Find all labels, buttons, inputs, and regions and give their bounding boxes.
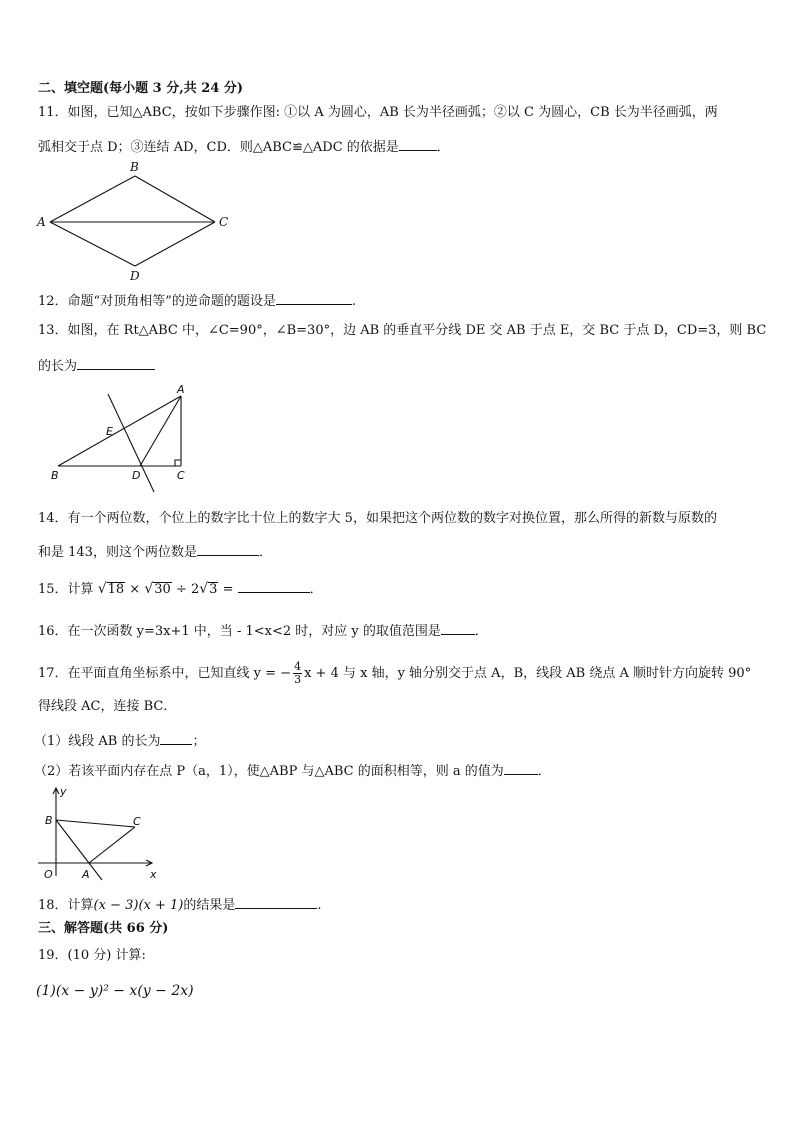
q15-radicand-3: 3: [209, 582, 218, 597]
q19-part1: (1)(x − y)² − x(y − 2x): [36, 983, 194, 999]
q17-sub1-text: （1）线段 AB 的长为: [34, 734, 161, 749]
q17-sub1-end: ；: [192, 734, 206, 749]
q19-title: 19．(10 分) 计算:: [38, 948, 146, 963]
q12-text: 12．命题“对顶角相等”的逆命题的题设是: [38, 294, 276, 309]
q13-label-a: A: [177, 383, 185, 396]
q16-text: 16．在一次函数 y=3x+1 中，当 - 1<x<2 时，对应 y 的取值范围是: [38, 624, 441, 639]
q17-label-a: A: [82, 868, 90, 881]
q15-divide: ÷ 2: [175, 582, 200, 597]
q17-sub2-text: （2）若该平面内存在点 P（a，1），使△ABP 与△ABC 的面积相等，则 a 的值为: [34, 764, 504, 779]
q17-sub1-answer-blank[interactable]: [160, 730, 192, 745]
q13-label-e: E: [106, 425, 113, 438]
q16-text-line: [38, 620, 488, 641]
q17-sub1-line: [34, 730, 206, 751]
q11-text: 弧相交于点 D；③连结 AD，CD．则△ABC≌△ADC 的依据是: [38, 140, 399, 155]
q18-text-mid: 的结果是: [183, 898, 236, 913]
q17-text: 17．在平面直角坐标系中，已知直线 y = −: [38, 666, 292, 681]
section-title-answer: 三、解答题(共 66 分): [38, 921, 169, 936]
q11-label-b: B: [130, 160, 139, 174]
q13-label-c: C: [177, 469, 185, 482]
q13-text-line2: [38, 355, 155, 376]
q11-text-line1: 11．如图，已知△ABC，按如下步骤作图: ①以 A 为圆心，AB 长为半径画弧；②以 C 为圆心，CB 长为半径画弧，两: [38, 105, 718, 120]
q17-axis-label-y: y: [60, 785, 67, 798]
q13-answer-blank[interactable]: [77, 355, 155, 370]
sqrt-symbol: √: [97, 581, 107, 597]
q11-text-line2: [38, 136, 450, 157]
q18-expression: (x − 3)(x + 1): [93, 898, 184, 913]
q13-label-b: B: [51, 469, 59, 482]
q11-rhombus-figure: [36, 158, 236, 282]
q17-fraction-numerator: 4: [294, 660, 302, 673]
q17-sub2-line: [34, 760, 551, 781]
q14-text-line1: 14．有一个两位数，个位上的数字比十位上的数字大 5，如果把这个两位数的数字对换位置，那么所得的新数与原数的: [38, 511, 717, 526]
q11-label-c: C: [219, 215, 229, 229]
q18-text-line: [38, 894, 322, 915]
q12-text-line: [38, 290, 356, 311]
q17-label-c: C: [133, 815, 141, 828]
q15-times: ×: [129, 582, 141, 597]
q15-equals: =: [222, 582, 234, 597]
q14-text: 和是 143，则这个两位数是: [38, 545, 197, 560]
q11-end: ．: [436, 140, 450, 155]
q17-text-line1: [38, 659, 751, 689]
q13-text: 的长为: [38, 359, 78, 374]
q16-answer-blank[interactable]: [441, 620, 475, 635]
q17-fraction: [293, 661, 302, 686]
q17-sub2-end: ．: [537, 764, 551, 779]
q18-answer-blank[interactable]: [235, 894, 317, 909]
q14-answer-blank[interactable]: [197, 541, 259, 556]
q18-end: .: [317, 898, 322, 913]
q12-end: .: [351, 294, 356, 309]
q11-answer-blank[interactable]: [399, 136, 437, 151]
q15-text-line: [38, 578, 323, 599]
q13-triangle-figure: [44, 382, 204, 494]
q17-coordinate-figure: [32, 780, 162, 880]
q17-text-line2: 得线段 AC，连接 BC．: [38, 699, 177, 714]
q14-text-line2: [38, 541, 272, 562]
q18-text: 18．计算: [38, 898, 94, 913]
q17-label-o: O: [44, 868, 53, 881]
q12-answer-blank[interactable]: [276, 290, 352, 305]
q17-axis-label-x: x: [150, 868, 157, 881]
q11-label-d: D: [130, 269, 140, 283]
q17-fraction-denominator: 3: [294, 673, 302, 686]
q15-text: 15．计算: [38, 582, 94, 597]
q13-label-d: D: [132, 469, 141, 482]
q14-end: ．: [258, 545, 272, 560]
q17-text-continued: x + 4 与 x 轴，y 轴分别交于点 A，B，线段 AB 绕点 A 顺时针方向旋转 90°: [304, 666, 752, 681]
q13-text-line1: 13．如图，在 Rt△ABC 中，∠C=90°，∠B=30°，边 AB 的垂直平分线 DE 交 AB 于点 E，交 BC 于点 D，CD=3，则 BC: [38, 323, 767, 338]
q15-radicand-2: 30: [154, 582, 171, 597]
q15-radicand-1: 18: [107, 582, 125, 597]
q16-end: ．: [474, 624, 488, 639]
q15-end: ．: [309, 582, 323, 597]
q15-answer-blank[interactable]: [238, 578, 310, 593]
q11-label-a: A: [37, 215, 46, 229]
q17-sub2-answer-blank[interactable]: [504, 760, 538, 775]
q17-label-b: B: [45, 814, 53, 827]
section-title-fill-blank: 二、填空题(每小题 3 分,共 24 分): [38, 81, 244, 96]
sqrt-symbol: √: [199, 581, 209, 597]
sqrt-symbol: √: [144, 581, 154, 597]
